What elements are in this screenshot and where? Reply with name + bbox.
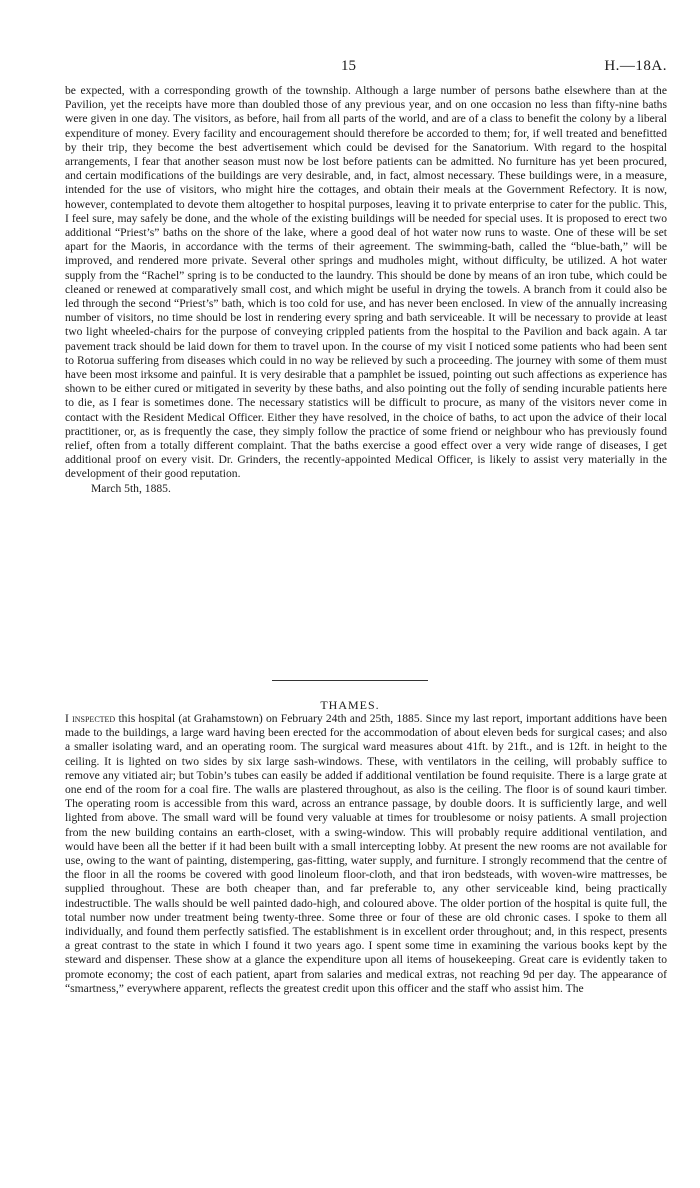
page-header (0, 58, 700, 78)
report-continuation (65, 84, 667, 496)
body-paragraph-thames (65, 712, 667, 996)
report-date: March 5th, 1885. (91, 481, 171, 495)
section-title-thames: THAMES. (320, 698, 380, 712)
thames-section (65, 712, 667, 996)
page-number: 15 (341, 58, 356, 74)
section-divider (272, 680, 428, 681)
paragraph-text: this hospital (at Grahamstown) on February 24th and 25th, 1885. Since my last report, important additions have been made to the buildings, a large ward having been erected for the accommodation of about eleven beds for surgical cases; and also a smaller isolating ward, and an operating room. The surgical ward measures about 41ft. by 21ft., and is 12ft. in height to the ceiling. It is lighted on two sides by six large sash-windows. These, with ventilators in the ceiling, will probably suffice to remove any vitiated air; but Tobin’s tubes can easily be added if additional ventilation be found requisite. There is a large grate at one end of the room for a coal fire. The walls are plastered throughout, as also is the ceiling. The floor is of sound kauri timber. The operating room is accessible from this ward, across an entrance passage, by double doors. It is sufficiently large, and well lighted from above. The small ward will be found very valuable at times for troublesome or noisy patients. A small projection from the new building contains an earth-closet, with a swing-window. This will probably require additional ventilation, and would have been all the better if it had been built with a small intercepting lobby. At present the new rooms are not available for use, owing to the want of painting, distempering, gas-fitting, water supply, and furniture. I strongly recommend that the centre of the floor in all the rooms be covered with good linoleum floor-cloth, and that iron bedsteads, with woven-wire mattresses, be supplied throughout. These are both cheaper than, and far preferable to, any other serviceable kind, being practically indestructible. The walls should be well painted dado-high, and coloured above. The older portion of the hospital is quite full, the total number now under treatment being twenty-three. Some three or four of these are old chronic cases. I spoke to them all individually, and found them perfectly satisfied. The establishment is in excellent order throughout; and, in this respect, presents a great contrast to the state in which I found it two years ago. I spent some time in examining the various books kept by the steward and dispenser. These show at a glance the expenditure upon all items of housekeeping. Great care is evidently taken to promote economy; the cost of each patient, apart from salaries and medical extras, not reaching 9d per day. The appearance of “smartness,” everywhere apparent, reflects the greatest credit upon this officer and the staff who assist him. The (65, 712, 667, 995)
body-paragraph-rotorua: be expected, with a corresponding growth of the township. Although a large number of persons bathe elsewhere than at the Pavilion, yet the receipts have more than doubled those of any previous year, and on one occasion no less than fifty-nine baths were given in one day. The visitors, as before, hail from all parts of the world, and are of a class to benefit the colony by a liberal expenditure of money. Every facility and encouragement should therefore be accorded to them; for, if well treated and benefitted by their trip, they become the best advertisement which could be devised for the Sanatorium. With regard to the hospital arrangements, I fear that another season must now be lost before patients can be admitted. No furniture has yet been procured, and certain modifications of the buildings are very desirable, and, in fact, almost necessary. These buildings were, in a measure, intended for the use of visitors, who might hire the cottages, and obtain their meals at the Government Refectory. It is now, however, contemplated to devote them altogether to hospital purposes, leaving it to private enterprise to cater for the public. This, I feel sure, may safely be done, and the whole of the existing buildings will be needed for special uses. It is proposed to erect two additional “Priest’s” baths on the shore of the lake, where a good deal of hot water now runs to waste. One of these will be set apart for the Maoris, in accordance with the terms of their agreement. The swimming-bath, called the “blue-bath,” will be improved, and rendered more private. Several other springs and mudholes might, without difficulty, be utilized. A hot water supply from the “Rachel” spring is to be conducted to the laundry. This should be done by means of an iron tube, which could be cleaned or renewed at comparatively small cost, and which might be useful in drying the towels. A branch from it could also be led through the second “Priest’s” bath, which is too cold for use, and has never been enclosed. In view of the annually increasing number of visitors, no time should be lost in rendering every spring and bath serviceable. It will be necessary to provide at least two light wheeled-chairs for the purpose of conveying crippled patients from the hospital to the Pavilion and back again. A tar pavement track should be laid down for them to travel upon. In the course of my visit I noticed some patients who had been sent to Rotorua suffering from diseases which could in no way be relieved by such a proceeding. The journey with some of them must have been most irksome and painful. It is very desirable that a pamphlet be issued, pointing out such affections as experience has shown to be either cured or mitigated in severity by these baths, and also pointing out the folly of sending incurable patients here to die, as I fear is sometimes done. The necessary statistics will be difficult to procure, as many of the visitors never come in contact with the Resident Medical Officer. Either they have resolved, in the choice of baths, to act upon the advice of their local practitioner, or, as is frequently the case, they simply follow the practice of some friend or neighbour who has previously found relief, often from a totally different complaint. That the baths exercise a good effect over a very wide range of diseases, I get additional proof on every visit. Dr. Grinders, the recently-appointed Medical Officer, is likely to assist very materially in the development of their good reputation. (65, 84, 667, 481)
document-reference: H.—18A. (604, 58, 667, 74)
paragraph-lead-in: I inspected (65, 712, 116, 725)
